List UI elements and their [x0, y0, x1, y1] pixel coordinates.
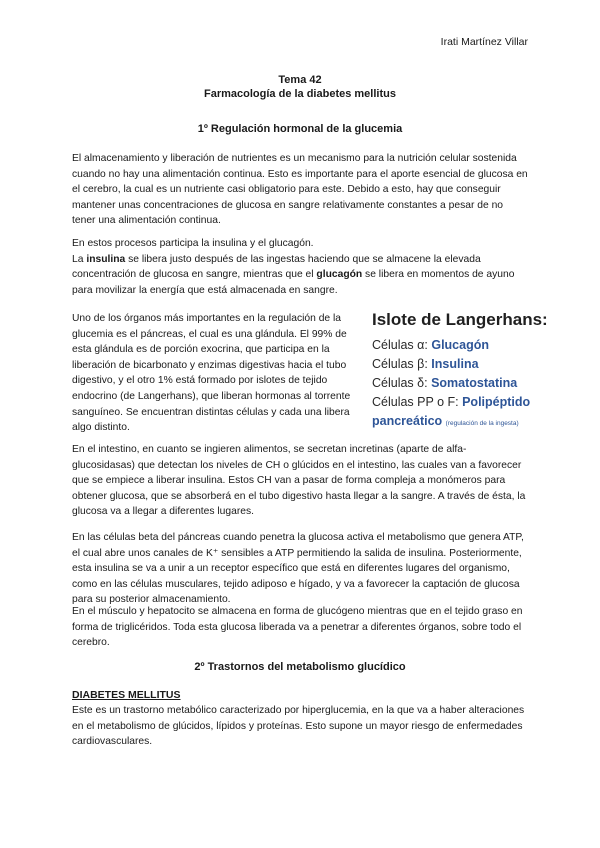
langerhans-figure [372, 310, 552, 428]
paragraph-pancreas: Uno de los órganos más importantes en la regulación de la glucemia es el páncreas, el cual es una glándula. El 99% de esta glándula es de porción exocrina, que participa en la liberación de bicarbonato y enzimas digestivas hacia el tubo digestivo, y el otro 1% está formado por islotes de tejido endocrino (de Langerhans), que liberan hormonas al torrente sanguíneo. Se encuentran distintas células y cada una libera algo distinto. [72, 313, 351, 434]
figure-title: Islote de Langerhans: [372, 310, 548, 329]
cell-type: Células δ: [372, 376, 432, 390]
hormone-name: Insulina [431, 357, 479, 371]
document-title: Farmacología de la diabetes mellitus [204, 88, 396, 100]
paragraph-beta-cells: En las células beta del páncreas cuando penetra la glucosa activa el metabolismo que genera ATP, el cual abre unos canales de K⁺ sensibles a ATP permitiendo la salida de insulina. Posteriormente, esta insulina se va a unir a un receptor específico que está en diferentes lugares del organismo, como en las células musculares, tejido adiposo e hígado, y va a favorecer la captación de glucosa para su posterior almacenamiento. [72, 532, 524, 606]
hormone-name: Glucagón [431, 338, 489, 352]
hormone-name: Somatostatina [431, 376, 518, 390]
figure-row [372, 393, 552, 412]
paragraph-nutrient-storage: El almacenamiento y liberación de nutrientes es un mecanismo para la nutrición celular sostenida cuando no hay una alimentación continua. Esto es importante para el aporte esencial de glucosa en el cerebro, la cual es un nutriente casi obligatorio para este. Debido a esto, hay que conseguir mantener unas concentraciones de glucosa en sangre relativamente constantes a pesar de no tener una alimentación continua. [72, 153, 528, 227]
cell-type: Células α: [372, 338, 432, 352]
text-run: se libera justo después de las ingestas haciendo que se almacene la elevada concentración de glucosa en sangre, mientras que el [72, 253, 481, 281]
figure-row [372, 355, 552, 374]
cell-type: Células PP o F: [372, 395, 463, 409]
paragraph-line: En estos procesos participa la insulina y el glucagón. [72, 238, 314, 249]
term-glucagon: glucagón [316, 269, 363, 281]
figure-row [372, 336, 552, 355]
author-name: Irati Martínez Villar [440, 36, 528, 48]
diabetes-heading: DIABETES MELLITUS [72, 689, 181, 701]
text-run: se libera en momentos de ayuno para movilizar la energía que está almacenada en sangre. [72, 269, 515, 296]
figure-row [372, 412, 552, 433]
hormone-name: pancreático [372, 414, 443, 428]
text-run: La [72, 253, 87, 265]
paragraph-diabetes: Este es un trastorno metabólico caracterizado por hiperglucemia, en la que va a haber alteraciones en el metabolismo de glúcidos, lípidos y proteínas. Esto supone un mayor riesgo de enfermedades cardiovasculares. [72, 705, 525, 748]
paragraph-storage: En el músculo y hepatocito se almacena en forma de glucógeno mientras que en el tejido graso en forma de triglicéridos. Toda esta glucosa liberada va a penetrar a diferentes órganos, sobre todo el cerebro. [72, 606, 523, 649]
term-insulina: insulina [86, 253, 126, 265]
figure-note: (regulación de la ingesta) [445, 420, 519, 427]
section-heading-2: 2º Trastornos del metabolismo glucídico [194, 661, 406, 673]
topic-number: Tema 42 [278, 74, 322, 86]
hormone-name: Polipéptido [462, 395, 531, 409]
cell-type: Células β: [372, 357, 432, 371]
figure-row [372, 374, 552, 393]
section-heading-1: 1º Regulación hormonal de la glucemia [197, 123, 403, 135]
paragraph-insulin-glucagon [72, 236, 528, 298]
paragraph-intestine: En el intestino, en cuanto se ingieren alimentos, se secretan incretinas (aparte de alfa-glucosidasas) que detectan los niveles de CH o glúcidos en el intestino, las cuales van a favorecer que se empiece a liberar insulina. Estos CH van a pasar de forma compleja a monómeros para obtener glucosa, que se absorberá en el tubo digestivo hasta llegar a la sangre. A través de ésta, la glucosa va a llegar a diferentes lugares. [72, 444, 526, 518]
